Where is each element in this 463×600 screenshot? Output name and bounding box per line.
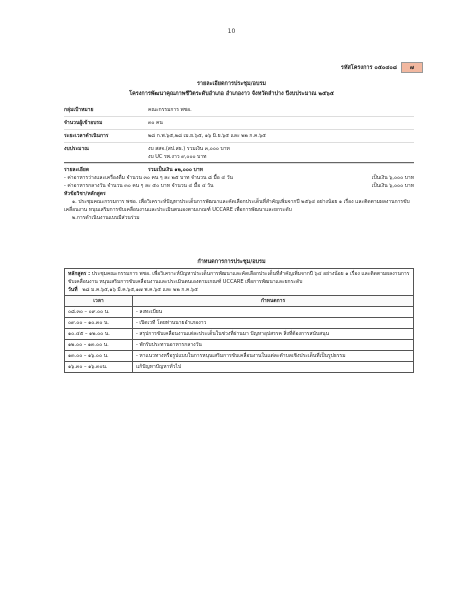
info-value bbox=[148, 132, 414, 140]
schedule-table bbox=[64, 268, 414, 373]
agenda-cell: - ลงทะเบียน bbox=[133, 307, 414, 318]
schedule-course-cell bbox=[65, 269, 414, 296]
info-key: กลุ่มเป้าหมาย bbox=[64, 107, 94, 113]
details-section bbox=[64, 166, 414, 222]
project-code-row bbox=[341, 62, 423, 73]
course-label: หลักสูตร : bbox=[68, 271, 91, 277]
activity-item: ๒.การดำเนินงานแบบมีส่วนร่วม bbox=[72, 215, 140, 221]
agenda-cell: แก้ปัญหาปัญหาทั่วไป bbox=[133, 362, 414, 373]
info-value-line: ๒๘ ก.พ.๖๕,๒๘ เม.ย.๖๕, ๑๖ มิ.ย.๖๕ และ ๒๒ ก.ค.๖๕ bbox=[148, 133, 266, 139]
project-code-label: รหัสโครงการ ๐๕๐๔๐๘ bbox=[340, 64, 397, 71]
info-value bbox=[148, 106, 414, 114]
info-value-line: คณะกรรมการ พชอ. bbox=[148, 107, 192, 113]
project-info-table bbox=[64, 104, 414, 174]
agenda-cell: - สรุปการขับเคลื่อนงานแต่ละประเด็นในช่วงที่ผ่านมา ปัญหาอุปสรรค สิ่งที่ต้องการสนับสนุน bbox=[133, 329, 414, 340]
project-title: โครงการพัฒนาคุณภาพชีวิตระดับอำเภอ อำเภองาว จังหวัดลำปาง ปีงบประมาณ ๒๕๖๕ bbox=[129, 91, 334, 97]
info-value-line: ๓๐ คน bbox=[148, 120, 163, 126]
info-row-target bbox=[64, 104, 414, 117]
table-row bbox=[65, 351, 414, 362]
table-row bbox=[65, 329, 414, 340]
date-label: วันที่ bbox=[68, 287, 78, 293]
activity-item: ๑. ประชุมคณะกรรมการ พชอ. เพื่อวิเคราะห์ปัญหาประเด็นการพัฒนาและคัดเลือกประเด็นที่สำคัญเพิ่มจากปี ๒๕๖๔ อย่างน้อย ๑ เรื่อง และติดตามผลงานการขับเคลื่อนงาน หนุนเสริมการขับเคลื่อนงานและประเมินตนเองตามเกณฑ์ UCCARE เพื่อการพัฒนาและยกระดับ bbox=[64, 199, 410, 213]
info-value-line: งบ สสจ.(สป.สธ.) รวมเงิน ๓,๐๐๐ บาท bbox=[148, 146, 230, 152]
schedule-course-row bbox=[65, 269, 414, 296]
detail-item-text: - ค่าอาหารว่างและเครื่องดื่ม จำนวน ๓๐ คน ๆ ละ ๒๕ บาท จำนวน ๘ มื้อ ๔ วัน bbox=[64, 175, 233, 181]
detail-item-amount: เป็นเงิน ๖,๐๐๐ บาท bbox=[371, 183, 414, 189]
detail-item bbox=[64, 174, 414, 182]
course-text: ประชุมคณะกรรมการ พชอ. เพื่อวิเคราะห์ปัญหาประเด็นการพัฒนาและคัดเลือกประเด็นที่สำคัญเพิ่มจากปี ๖๔ อย่างน้อย ๑ เรื่อง และติดตามผลงานการขับเคลื่อนงาน หนุนเสริมการขับเคลื่อนงานและประเมินตนเองตามเกณฑ์ UCCARE เพื่อการพัฒนาและยกระดับ bbox=[68, 271, 410, 285]
table-row bbox=[65, 340, 414, 351]
schedule-header-row bbox=[65, 296, 414, 307]
schedule-title: กำหนดการการประชุม/อบรม bbox=[197, 259, 266, 265]
col-agenda-header: กำหนดการ bbox=[133, 296, 414, 307]
time-cell: ๑๓.๐๐ – ๑๖.๐๐ น. bbox=[65, 351, 133, 362]
col-time-header: เวลา bbox=[65, 296, 133, 307]
table-row bbox=[65, 307, 414, 318]
section-divider bbox=[64, 162, 414, 163]
agenda-cell: - พักรับประทานอาหารกลางวัน bbox=[133, 340, 414, 351]
project-code-number: ๗ bbox=[401, 62, 423, 73]
info-key: จำนวนผู้เข้าอบรม bbox=[64, 120, 103, 126]
table-row bbox=[65, 362, 414, 373]
detail-item-amount: เป็นเงิน ๖,๐๐๐ บาท bbox=[371, 175, 414, 181]
info-key: ระยะเวลาดำเนินการ bbox=[64, 133, 109, 139]
info-value bbox=[148, 145, 414, 161]
time-cell: ๑๖.๓๐ – ๑๖.๓๐น. bbox=[65, 362, 133, 373]
table-row bbox=[65, 318, 414, 329]
detail-item-text: - ค่าอาหารกลางวัน จำนวน ๓๐ คน ๆ ละ ๕๐ บาท จำนวน ๔ มื้อ ๔ วัน bbox=[64, 183, 214, 189]
date-text: ๒๘ ม.ค.๖๕,๑๖ มี.ค.๖๕,๑๗ พ.ค.๖๕ และ ๒๒ ก.ค.๖๕ bbox=[82, 287, 198, 293]
agenda-cell: - หาแนวทางหรือรูปแบบในการหนุนเสริมการขับเคลื่อนงานในแต่ละตำบลเชิงประเด็นที่เป็นรูปธรรม bbox=[133, 351, 414, 362]
info-key: งบประมาณ bbox=[64, 146, 89, 152]
info-value-line: งบ UC รพ.งาว ๙,๐๐๐ บาท bbox=[148, 154, 207, 160]
info-value bbox=[148, 119, 414, 127]
detail-item bbox=[64, 182, 414, 190]
info-row-budget bbox=[64, 143, 414, 164]
details-heading: รายละเอียด bbox=[64, 167, 90, 173]
time-cell: ๐๙.๐๐ – ๑๐.๓๐ น. bbox=[65, 318, 133, 329]
time-cell: ๑๐.๔๕ – ๑๒.๐๐ น. bbox=[65, 329, 133, 340]
document-title: รายละเอียดการประชุม/อบรม bbox=[196, 81, 267, 87]
agenda-cell: - เปิดเวที โดยท่านนายอำเภองาว bbox=[133, 318, 414, 329]
time-cell: ๑๒.๐๐ – ๑๓.๐๐ น. bbox=[65, 340, 133, 351]
budget-total: รวมเป็นเงิน ๑๒,๐๐๐ บาท bbox=[148, 167, 203, 173]
info-row-participants bbox=[64, 117, 414, 130]
info-row-duration bbox=[64, 130, 414, 143]
time-cell: ๐๘.๓๐ – ๐๙.๐๐ น. bbox=[65, 307, 133, 318]
page-number: 10 bbox=[227, 28, 236, 35]
activities-heading: หัวข้อวิชา/หลักสูตร bbox=[64, 191, 106, 197]
